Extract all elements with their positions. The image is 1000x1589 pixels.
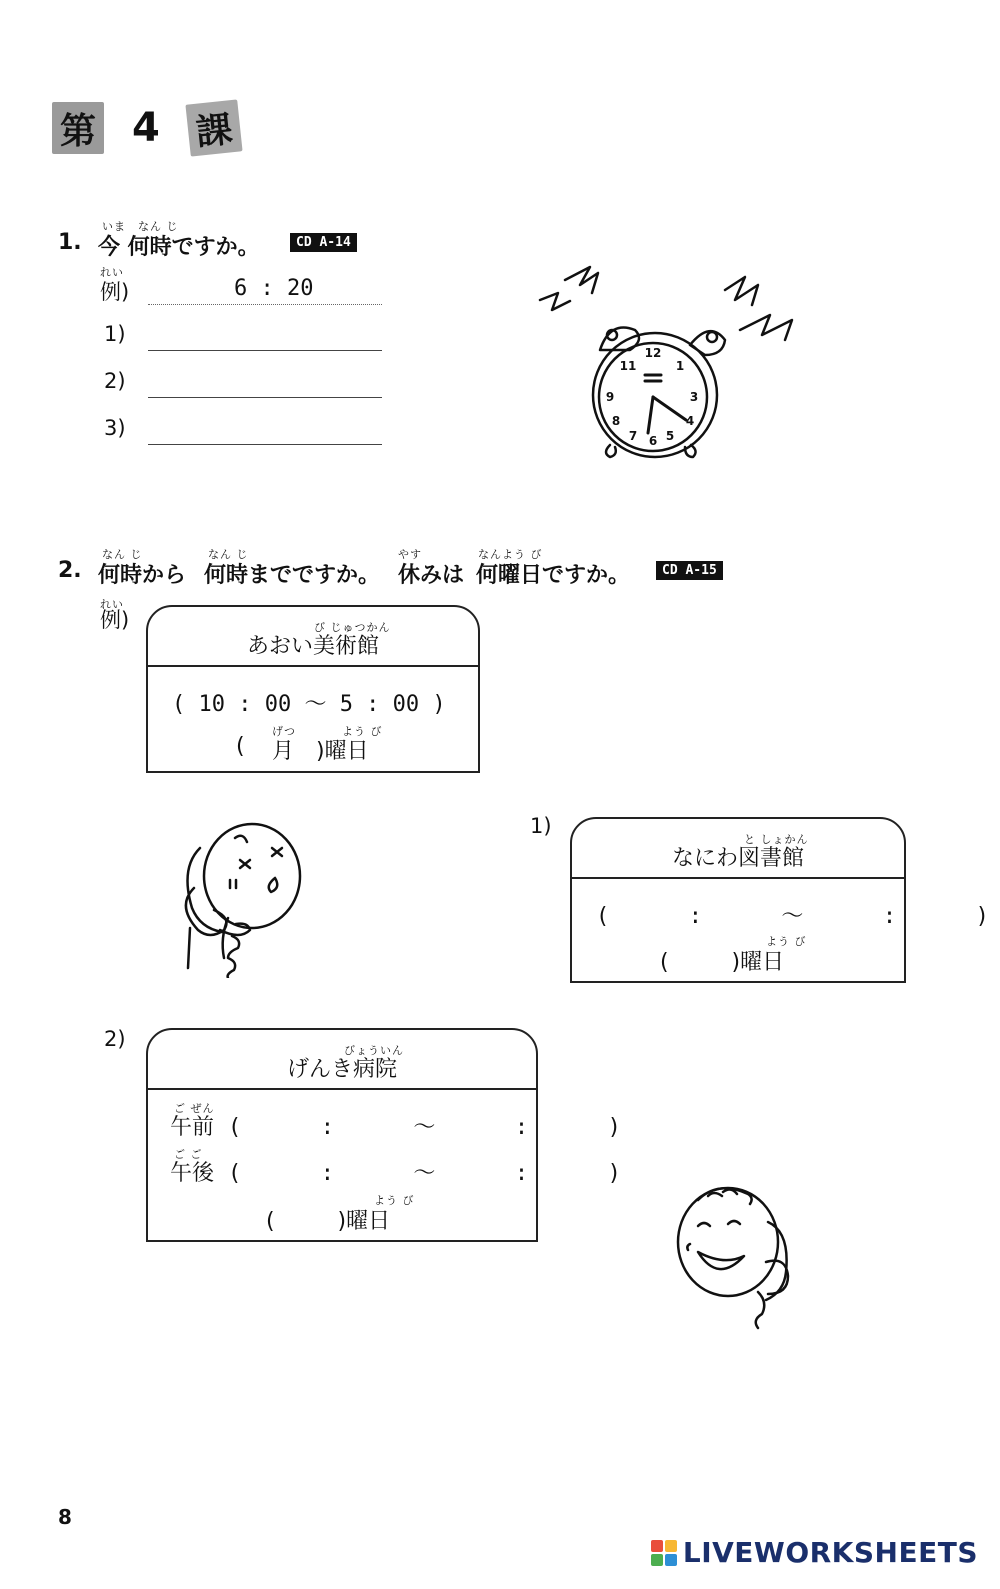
q2-example-ruby: れい: [100, 598, 124, 611]
q1-item-label-1: 1): [104, 322, 126, 346]
item2-name-ruby: びょういん: [344, 1044, 404, 1057]
q1-title: 今 何時ですか。: [98, 235, 260, 260]
example-day-ruby: げつ: [272, 725, 296, 738]
item2-pm-hours[interactable]: ( : ～ : ): [228, 1161, 621, 1186]
svg-text:9: 9: [605, 390, 615, 404]
example-card: [146, 605, 480, 773]
svg-text:12: 12: [644, 346, 662, 360]
item1-hours[interactable]: ( : ～ : ): [596, 904, 989, 929]
example-card-header: [148, 607, 478, 667]
item2-day[interactable]: ( )曜日: [266, 1209, 391, 1234]
lesson-title: [52, 100, 240, 156]
q1-cd-badge: CD A-14: [290, 233, 357, 252]
svg-text:8: 8: [611, 414, 621, 428]
q1-item-label-3: 3): [104, 416, 126, 440]
q1-heading: [58, 218, 478, 258]
item1-name-ruby: と しょかん: [744, 833, 809, 846]
q2-title-part3: 休みは: [398, 563, 465, 588]
q1-item-label-2: 2): [104, 369, 126, 393]
item2-card-header: [148, 1030, 536, 1090]
phone-person-illustration-1: [180, 818, 310, 978]
item1-day-ruby: よう び: [766, 935, 807, 948]
example-day-suffix-ruby: よう び: [342, 725, 383, 738]
example-hours: ( 10 : 00 ～ 5 : 00 ): [172, 692, 446, 717]
item1-card-header: [572, 819, 904, 879]
item2-am-label: 午前: [170, 1115, 215, 1140]
item2-card: [146, 1028, 621, 1242]
item1-card: [570, 817, 989, 983]
svg-text:6: 6: [648, 434, 658, 448]
q2-title-part4: 何曜日ですか。: [476, 563, 631, 588]
svg-text:7: 7: [628, 429, 638, 443]
q2-title-part1: 何時から: [98, 563, 187, 588]
svg-text:4: 4: [685, 414, 695, 428]
item2-am-hours[interactable]: ( : ～ : ): [228, 1115, 621, 1140]
svg-text:11: 11: [619, 359, 637, 373]
q1-answer-line-3[interactable]: [148, 444, 382, 445]
example-name-ruby: び じゅつかん: [314, 621, 391, 634]
item2-pm-ruby: ご ご: [174, 1148, 203, 1161]
svg-text:3: 3: [689, 390, 699, 404]
q2-example-label: 例): [100, 608, 130, 632]
example-day: 月: [272, 739, 295, 764]
q2-ruby-1: なん じ: [102, 548, 143, 561]
alarm-clock-illustration: [530, 255, 810, 470]
q1-number: 1.: [58, 230, 82, 255]
q1-example-ruby: れい: [100, 266, 124, 279]
q2-ruby-3: やす: [398, 548, 422, 561]
q1-answer-line-1[interactable]: [148, 350, 382, 351]
example-day-open: (: [236, 734, 245, 759]
q2-heading: [58, 546, 748, 588]
q2-number: 2.: [58, 558, 82, 583]
lesson-suffix-box: 課: [185, 99, 242, 156]
example-day-close: )曜日: [316, 739, 369, 764]
q2-ruby-2: なん じ: [208, 548, 249, 561]
liveworksheets-logo[interactable]: [651, 1536, 978, 1569]
q1-ruby-nanji: なん じ: [138, 220, 179, 233]
page-number: 8: [58, 1505, 72, 1529]
lesson-number: 4: [132, 105, 160, 151]
item2-day-ruby: よう び: [374, 1194, 415, 1207]
lesson-prefix-box: 第: [52, 102, 104, 154]
svg-text:1: 1: [675, 359, 685, 373]
q2-ruby-4: なんよう び: [478, 548, 543, 561]
svg-text:5: 5: [665, 429, 675, 443]
item1-day[interactable]: ( )曜日: [660, 950, 785, 975]
q1-example-answer: 6 : 20: [234, 276, 314, 301]
liveworksheets-logo-icon: [651, 1540, 677, 1566]
item1-name: なにわ図書館: [671, 846, 804, 871]
q1-example-label: 例): [100, 280, 130, 304]
item2-name: げんき病院: [286, 1057, 397, 1082]
q2-item1-label: 1): [530, 814, 552, 838]
q2-cd-badge: CD A-15: [656, 561, 723, 580]
q2-item2-label: 2): [104, 1027, 126, 1051]
brand-name: LIVEWORKSHEETS: [682, 1536, 978, 1569]
q1-answer-line-2[interactable]: [148, 397, 382, 398]
phone-person-illustration-2: [668, 1182, 808, 1332]
item2-pm-label: 午後: [170, 1161, 215, 1186]
example-name: あおい美術館: [246, 634, 379, 659]
q1-ruby-ima: いま: [102, 220, 126, 233]
item2-am-ruby: ご ぜん: [174, 1102, 215, 1115]
q1-example-line: [148, 304, 382, 305]
q2-title-part2: 何時までですか。: [204, 563, 381, 588]
